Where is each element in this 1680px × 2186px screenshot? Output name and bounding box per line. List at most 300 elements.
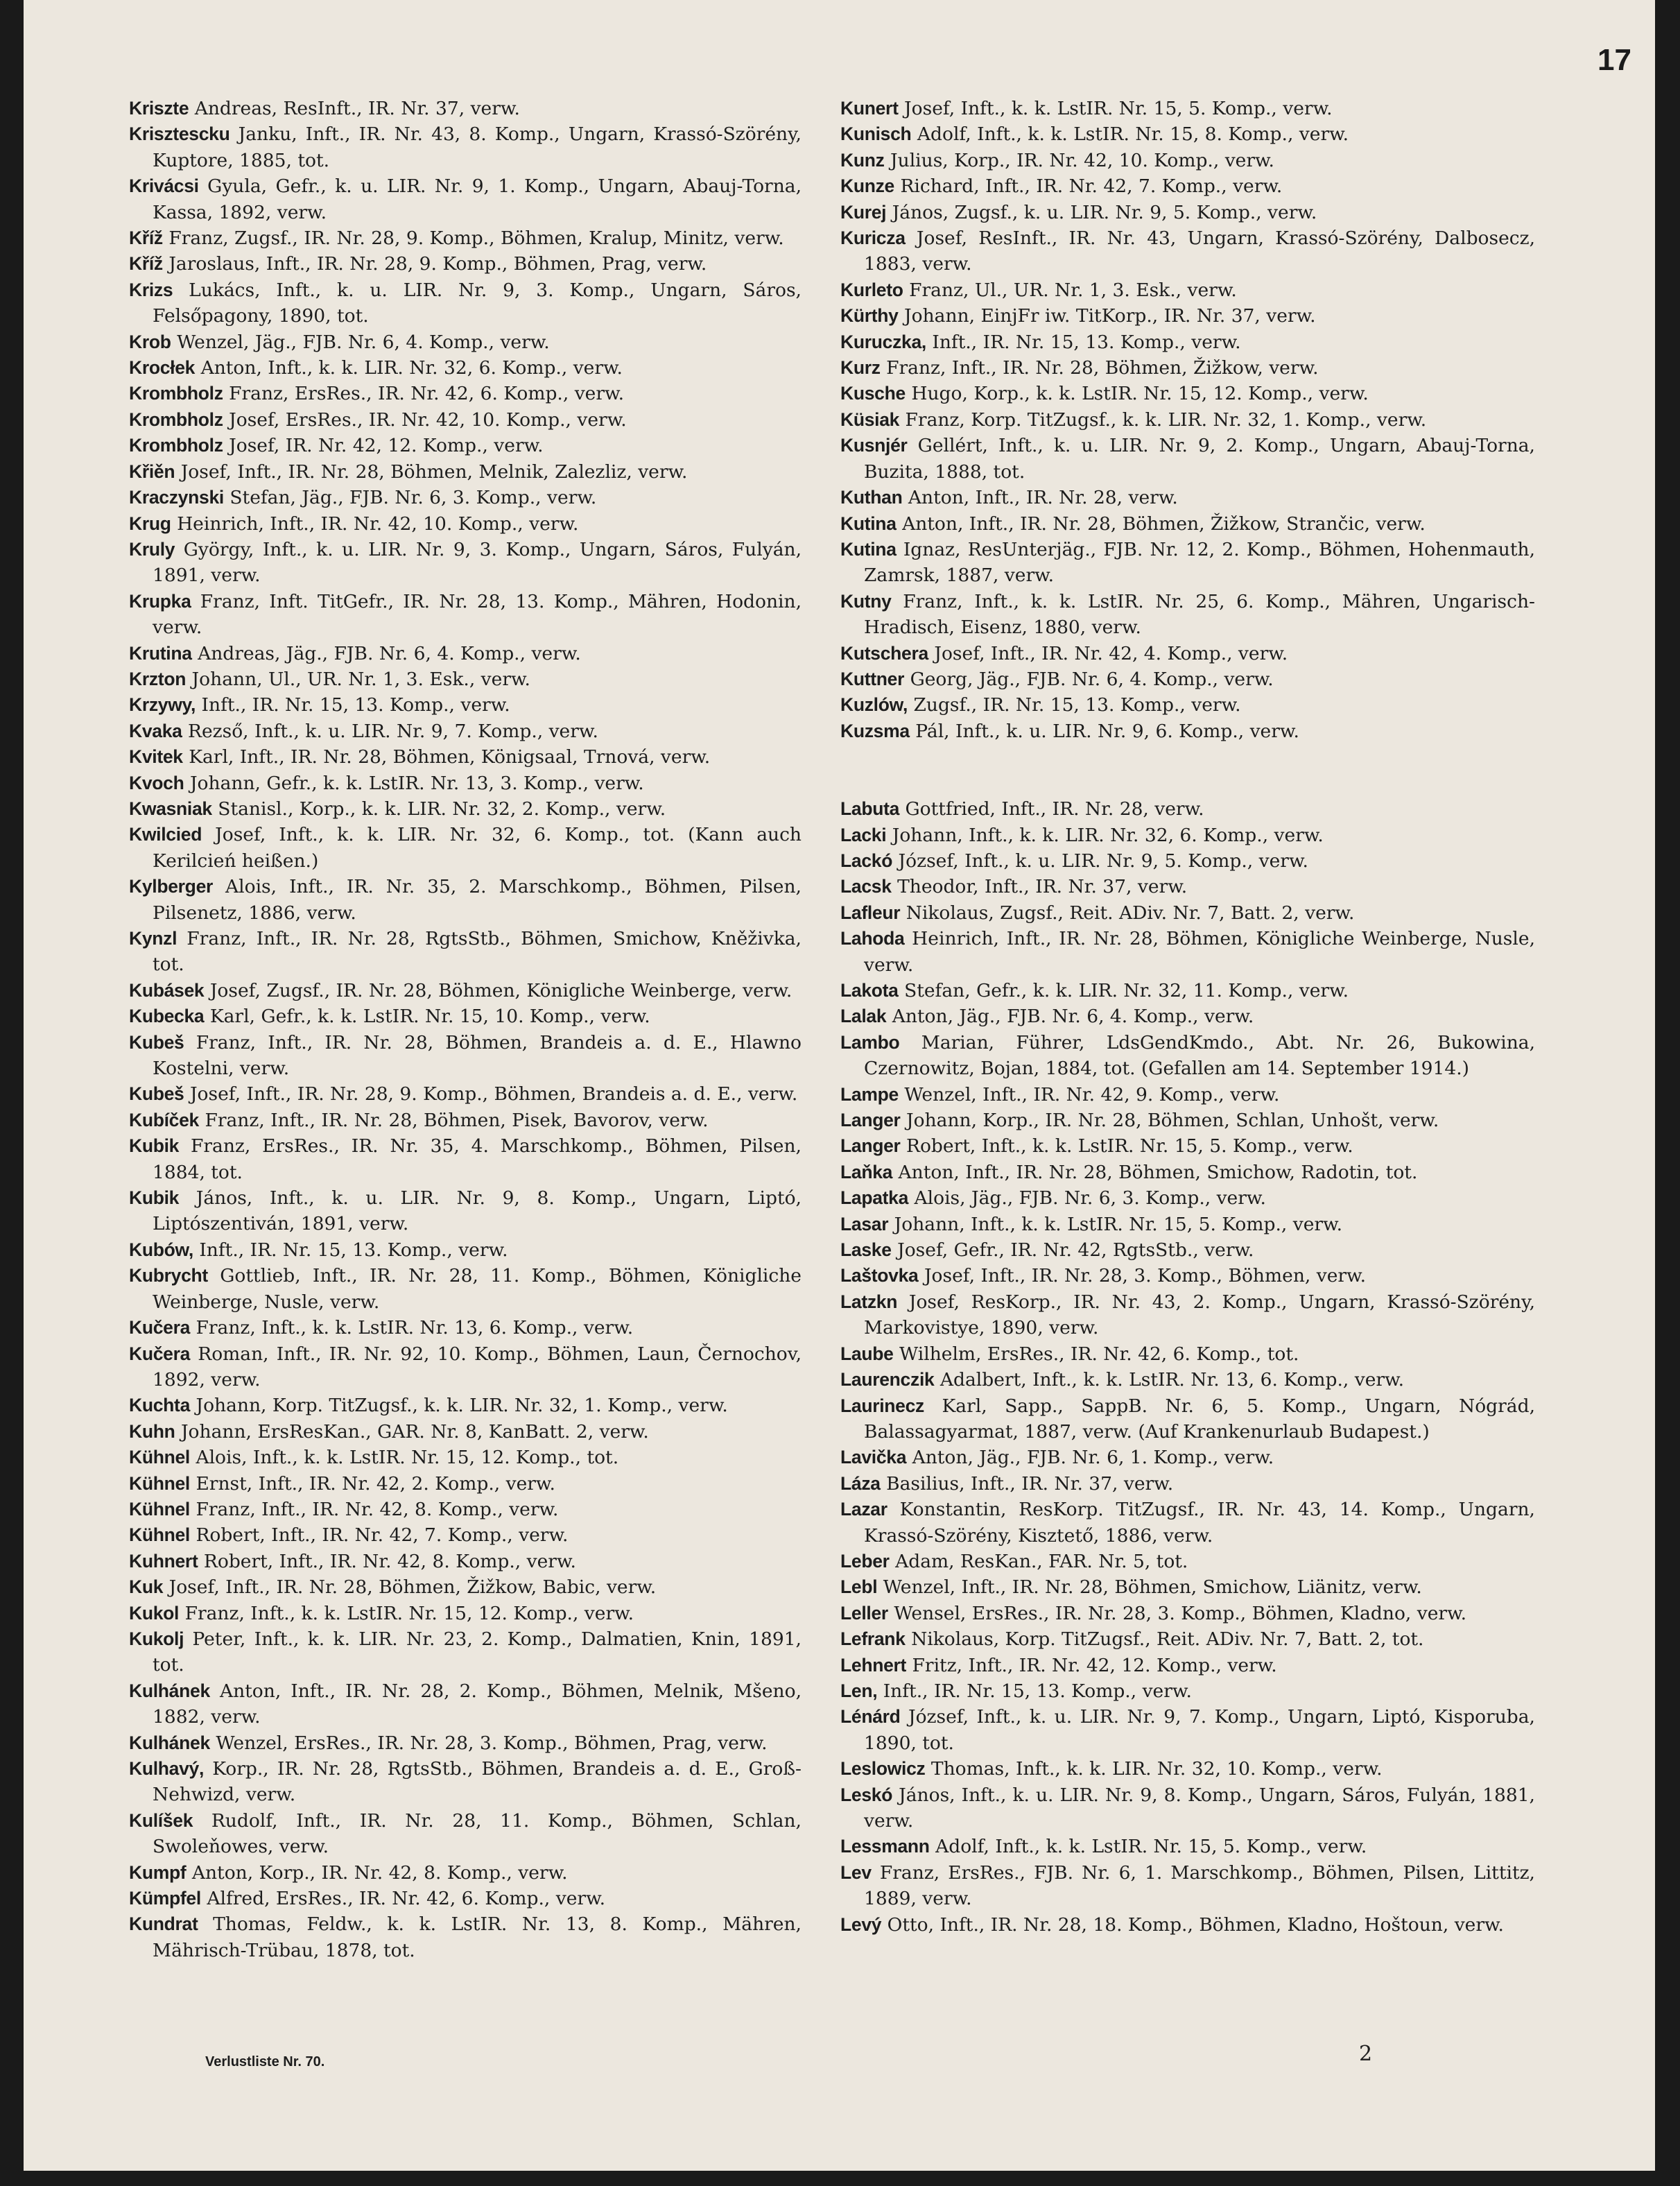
- list-entry: [840, 1497, 1535, 1549]
- entry-surname: Leskó: [840, 1784, 893, 1805]
- entry-surname: Kulíšek: [129, 1809, 193, 1831]
- entry-details: Stefan, Jäg., FJB. Nr. 6, 3. Komp., verw.: [230, 487, 597, 509]
- list-entry: [129, 1730, 802, 1756]
- entry-details: Wensel, ErsRes., IR. Nr. 28, 3. Komp., Böhmen, Kladno, verw.: [894, 1602, 1467, 1624]
- entry-surname: Kulhánek: [129, 1732, 210, 1753]
- entry-surname: Laube: [840, 1343, 894, 1364]
- entry-surname: Kürthy: [840, 305, 899, 327]
- list-entry: [840, 1212, 1535, 1237]
- list-entry: [840, 926, 1535, 978]
- entry-details: Heinrich, Inft., IR. Nr. 42, 10. Komp., verw.: [177, 513, 579, 535]
- list-entry: [840, 1653, 1535, 1678]
- list-entry: [129, 1341, 802, 1393]
- list-entry: [840, 692, 1535, 718]
- entry-details: Inft., IR. Nr. 15, 13. Komp., verw.: [883, 1680, 1192, 1702]
- entry-surname: Kühnel: [129, 1498, 190, 1520]
- entry-details: Johann, Korp., IR. Nr. 28, Böhmen, Schlan, Unhošt, verw.: [906, 1110, 1439, 1132]
- entry-surname: Krombholz: [129, 435, 223, 456]
- list-entry: [840, 1289, 1535, 1341]
- list-entry: [129, 355, 802, 381]
- entry-surname: Krocłek: [129, 357, 196, 379]
- entry-details: Josef, Inft., k. k. LIR. Nr. 32, 6. Komp., tot. (Kann auch Kerilcień heißen.): [153, 824, 802, 872]
- entry-surname: Kurz: [840, 357, 881, 379]
- list-entry: [129, 641, 802, 666]
- list-entry: [840, 1082, 1535, 1108]
- right-column: [840, 96, 1535, 1938]
- entry-details: Josef, Zugsf., IR. Nr. 28, Böhmen, Königliche Weinberge, verw.: [209, 979, 793, 1001]
- entry-details: Adolf, Inft., k. k. LstIR. Nr. 15, 8. Komp., verw.: [917, 123, 1349, 146]
- entry-surname: Krob: [129, 331, 171, 352]
- entry-surname: Kubíček: [129, 1109, 199, 1130]
- list-entry: [129, 1185, 802, 1237]
- entry-details: Nikolaus, Korp. TitZugsf., Reit. ADiv. Nr. 7, Batt. 2, tot.: [911, 1628, 1424, 1651]
- entry-details: Franz, Inft., IR. Nr. 28, Böhmen, Žižkow, verw.: [886, 357, 1319, 379]
- list-entry: [840, 978, 1535, 1004]
- list-entry: [129, 744, 802, 770]
- list-entry: [129, 1263, 802, 1315]
- entry-details: Wenzel, ErsRes., IR. Nr. 28, 3. Komp., Böhmen, Prag, verw.: [216, 1732, 768, 1754]
- list-entry: [840, 173, 1535, 199]
- entry-surname: Kříž: [129, 253, 163, 275]
- entry-details: Franz, Inft., k. k. LstIR. Nr. 13, 6. Komp., verw.: [196, 1317, 634, 1339]
- k-section: [840, 96, 1535, 744]
- entry-details: Franz, ErsRes., IR. Nr. 35, 4. Marschkomp., Böhmen, Pilsen, 1884, tot.: [153, 1135, 802, 1183]
- list-entry: [840, 148, 1535, 173]
- list-entry: [129, 718, 802, 744]
- entry-surname: Kuzsma: [840, 720, 910, 741]
- list-entry: [129, 692, 802, 718]
- entry-details: Gottfried, Inft., IR. Nr. 28, verw.: [905, 798, 1204, 820]
- list-entry: [840, 355, 1535, 381]
- entry-details: Josef, Inft., IR. Nr. 28, 9. Komp., Böhmen, Brandeis a. d. E., verw.: [189, 1083, 798, 1105]
- entry-surname: Krivácsi: [129, 175, 199, 197]
- entry-details: Alfred, ErsRes., IR. Nr. 42, 6. Komp., verw.: [207, 1888, 606, 1910]
- entry-surname: Kuricza: [840, 227, 906, 249]
- list-entry: [129, 407, 802, 433]
- list-entry: [129, 1678, 802, 1730]
- list-entry: [840, 1626, 1535, 1652]
- entry-surname: Lambo: [840, 1031, 900, 1053]
- list-entry: [840, 823, 1535, 848]
- list-entry: [840, 1678, 1535, 1704]
- entry-surname: Lackó: [840, 850, 893, 871]
- entry-details: Anton, Inft., k. k. LIR. Nr. 32, 6. Komp., verw.: [200, 357, 623, 379]
- entry-details: Alois, Jäg., FJB. Nr. 6, 3. Komp., verw.: [914, 1187, 1266, 1210]
- entry-details: Adalbert, Inft., k. k. LstIR. Nr. 13, 6. Komp., verw.: [939, 1369, 1405, 1391]
- entry-surname: Kvitek: [129, 746, 183, 768]
- footer-label: Verlustliste Nr. 70.: [205, 2054, 325, 2069]
- list-entry: [840, 1108, 1535, 1133]
- list-entry: [840, 1237, 1535, 1263]
- entry-surname: Krombholz: [129, 408, 223, 430]
- entry-surname: Leber: [840, 1550, 890, 1572]
- entry-surname: Kuttner: [840, 668, 905, 689]
- entry-surname: Lafleur: [840, 902, 901, 923]
- entry-details: Janku, Inft., IR. Nr. 43, 8. Komp., Ungarn, Krassó-Szörény, Kuptore, 1885, tot.: [153, 123, 802, 171]
- list-entry: [129, 1860, 802, 1886]
- entry-details: Gellért, Inft., k. u. LIR. Nr. 9, 2. Komp., Ungarn, Abauj-Torna, Buzita, 1888, tot.: [864, 435, 1535, 483]
- entry-details: Josef, ResKorp., IR. Nr. 43, 2. Komp., Ungarn, Krassó-Szörény, Markovistye, 1890, verw.: [864, 1291, 1535, 1339]
- entry-surname: Leslowicz: [840, 1758, 926, 1780]
- list-entry: [129, 537, 802, 589]
- entry-details: Basilius, Inft., IR. Nr. 37, verw.: [886, 1472, 1174, 1495]
- list-entry: [129, 1549, 802, 1574]
- entry-details: Inft., IR. Nr. 15, 13. Komp., verw.: [201, 694, 510, 716]
- entry-surname: Kunert: [840, 98, 899, 119]
- list-entry: [129, 329, 802, 355]
- list-entry: [129, 1601, 802, 1626]
- entry-surname: Lev: [840, 1861, 872, 1883]
- entry-surname: Kusche: [840, 383, 906, 404]
- scan-border-left: [0, 0, 24, 2186]
- entry-details: Otto, Inft., IR. Nr. 28, 18. Komp., Böhmen, Kladno, Hoštoun, verw.: [887, 1913, 1504, 1936]
- list-entry: [840, 200, 1535, 225]
- sheet-number: 2: [1359, 2042, 1373, 2066]
- list-entry: [840, 1341, 1535, 1367]
- list-entry: [129, 1445, 802, 1470]
- entry-details: Josef, Gefr., IR. Nr. 42, RgtsStb., verw.: [897, 1239, 1254, 1262]
- list-entry: [840, 485, 1535, 510]
- entry-surname: Kühnel: [129, 1524, 190, 1546]
- entry-details: Josef, IR. Nr. 42, 12. Komp., verw.: [229, 435, 544, 457]
- entry-details: Anton, Inft., IR. Nr. 28, verw.: [908, 487, 1178, 509]
- entry-details: Josef, Inft., k. k. LstIR. Nr. 15, 5. Komp., verw.: [904, 98, 1333, 119]
- list-entry: [129, 1756, 802, 1808]
- entry-details: Johann, Inft., k. k. LstIR. Nr. 15, 5. Komp., verw.: [894, 1213, 1343, 1235]
- list-entry: [129, 796, 802, 822]
- list-entry: [129, 1471, 802, 1497]
- entry-details: Karl, Inft., IR. Nr. 28, Böhmen, Königsaal, Trnová, verw.: [189, 746, 711, 768]
- list-entry: [840, 1549, 1535, 1574]
- entry-details: Wilhelm, ErsRes., IR. Nr. 42, 6. Komp., tot.: [899, 1343, 1299, 1365]
- entry-surname: Kusnjér: [840, 435, 908, 456]
- entry-details: Franz, Inft., IR. Nr. 42, 8. Komp., verw.: [196, 1498, 559, 1520]
- entry-surname: Lasar: [840, 1213, 889, 1234]
- entry-details: Roman, Inft., IR. Nr. 92, 10. Komp., Böhmen, Laun, Černochov, 1892, verw.: [153, 1343, 802, 1391]
- entry-details: Anton, Inft., IR. Nr. 28, 2. Komp., Böhmen, Melnik, Mšeno, 1882, verw.: [153, 1680, 802, 1728]
- entry-surname: Lapatka: [840, 1187, 909, 1209]
- list-entry: [840, 874, 1535, 900]
- entry-surname: Kruly: [129, 538, 175, 560]
- entry-surname: Laske: [840, 1239, 892, 1261]
- entry-details: Johann, Ul., UR. Nr. 1, 3. Esk., verw.: [191, 668, 530, 690]
- entry-surname: Kubásek: [129, 979, 205, 1001]
- list-entry: [129, 96, 802, 121]
- entry-surname: Krzywy,: [129, 694, 196, 716]
- list-entry: [129, 589, 802, 641]
- entry-surname: Kümpfel: [129, 1888, 201, 1909]
- entry-details: Julius, Korp., IR. Nr. 42, 10. Komp., verw.: [890, 149, 1274, 171]
- entry-details: Gyula, Gefr., k. u. LIR. Nr. 9, 1. Komp., Ungarn, Abauj-Torna, Kassa, 1892, verw.: [153, 175, 802, 223]
- list-entry: [129, 1419, 802, 1445]
- entry-details: Georg, Jäg., FJB. Nr. 6, 4. Komp., verw.: [910, 668, 1274, 690]
- entry-details: Johann, ErsResKan., GAR. Nr. 8, KanBatt. 2, verw.: [180, 1420, 649, 1443]
- entry-surname: Krutina: [129, 642, 192, 664]
- list-entry: [840, 1704, 1535, 1756]
- entry-surname: Kühnel: [129, 1472, 190, 1494]
- list-entry: [840, 1445, 1535, 1470]
- entry-details: Peter, Inft., k. k. LIR. Nr. 23, 2. Komp., Dalmatien, Knin, 1891, tot.: [153, 1628, 802, 1676]
- list-entry: [129, 381, 802, 406]
- list-entry: [129, 1133, 802, 1185]
- entry-details: Wenzel, Inft., IR. Nr. 28, Böhmen, Smichow, Liänitz, verw.: [883, 1576, 1422, 1599]
- entry-surname: Kuzlów,: [840, 694, 908, 716]
- list-entry: [840, 96, 1535, 121]
- entry-surname: Kubik: [129, 1135, 180, 1157]
- list-entry: [840, 1782, 1535, 1834]
- entry-surname: Kvaka: [129, 720, 182, 741]
- entry-surname: Kuruczka,: [840, 331, 926, 352]
- list-entry: [129, 1911, 802, 1963]
- list-entry: [840, 1574, 1535, 1600]
- list-entry: [129, 1237, 802, 1263]
- list-entry: [129, 1030, 802, 1082]
- entry-surname: Kutschera: [840, 642, 928, 664]
- entry-surname: Kvoch: [129, 772, 184, 793]
- entry-details: György, Inft., k. u. LIR. Nr. 9, 3. Komp., Ungarn, Sáros, Fulyán, 1891, verw.: [153, 538, 802, 587]
- list-entry: [129, 1522, 802, 1548]
- entry-surname: Kunisch: [840, 123, 912, 145]
- entry-details: Inft., IR. Nr. 15, 13. Komp., verw.: [199, 1239, 508, 1261]
- entry-details: Adolf, Inft., k. k. LstIR. Nr. 15, 5. Komp., verw.: [935, 1836, 1367, 1858]
- entry-details: Hugo, Korp., k. k. LstIR. Nr. 15, 12. Komp., verw.: [911, 383, 1369, 405]
- entry-details: Alois, Inft., IR. Nr. 35, 2. Marschkomp., Böhmen, Pilsen, Pilsenetz, 1886, verw.: [153, 876, 802, 924]
- left-column: [129, 96, 802, 1963]
- entry-surname: Krisztescku: [129, 123, 230, 145]
- entry-surname: Krupka: [129, 590, 191, 612]
- entry-surname: Laštovka: [840, 1265, 919, 1286]
- entry-surname: Kukol: [129, 1602, 180, 1624]
- list-entry: [840, 121, 1535, 147]
- list-entry: [129, 1808, 802, 1860]
- entry-surname: Kučera: [129, 1317, 191, 1339]
- entry-details: Karl, Sapp., SappB. Nr. 6, 5. Komp., Ungarn, Nógrád, Balassagyarmat, 1887, verw. (Auf Krankenurlaub Budapest.): [864, 1395, 1535, 1443]
- list-entry: [129, 1497, 802, 1522]
- entry-details: Franz, ErsRes., IR. Nr. 42, 6. Komp., verw.: [229, 383, 624, 405]
- entry-surname: Kutina: [840, 538, 897, 560]
- entry-surname: Küsiak: [840, 408, 900, 430]
- list-entry: [840, 796, 1535, 822]
- entry-surname: Kraczynski: [129, 487, 224, 508]
- entry-surname: Krizs: [129, 279, 173, 300]
- entry-details: Franz, Korp. TitZugsf., k. k. LIR. Nr. 32, 1. Komp., verw.: [905, 408, 1427, 431]
- entry-surname: Kubrycht: [129, 1265, 208, 1286]
- entry-details: Andreas, Jäg., FJB. Nr. 6, 4. Komp., verw.: [198, 642, 581, 664]
- entry-details: Josef, ErsRes., IR. Nr. 42, 10. Komp., verw.: [229, 408, 627, 431]
- list-entry: [840, 1030, 1535, 1082]
- list-entry: [129, 1081, 802, 1107]
- list-entry: [840, 1004, 1535, 1029]
- entry-details: Konstantin, ResKorp. TitZugsf., IR. Nr. 43, 14. Komp., Ungarn, Krassó-Szörény, Kisztető, 1886, verw.: [864, 1499, 1535, 1547]
- list-entry: [129, 1315, 802, 1341]
- entry-details: Ernst, Inft., IR. Nr. 42, 2. Komp., verw.: [196, 1472, 555, 1495]
- entry-details: Ignaz, ResUnterjäg., FJB. Nr. 12, 2. Komp., Böhmen, Hohenmauth, Zamrsk, 1887, verw.: [864, 538, 1535, 587]
- entry-surname: Kubeš: [129, 1031, 184, 1053]
- entry-surname: Lebl: [840, 1576, 878, 1598]
- list-entry: [840, 329, 1535, 355]
- list-entry: [129, 225, 802, 251]
- entry-surname: Kutny: [840, 590, 892, 612]
- entry-details: Johann, Inft., k. k. LIR. Nr. 32, 6. Komp., verw.: [892, 824, 1324, 846]
- entry-details: Franz, Inft., k. k. LstIR. Nr. 15, 12. Komp., verw.: [184, 1602, 634, 1624]
- entry-details: Stefan, Gefr., k. k. LIR. Nr. 32, 11. Komp., verw.: [904, 980, 1349, 1001]
- list-entry: [129, 822, 802, 874]
- entry-surname: Laurinecz: [840, 1395, 925, 1416]
- entry-details: Anton, Korp., IR. Nr. 42, 8. Komp., verw.: [191, 1861, 568, 1884]
- list-entry: [840, 1860, 1535, 1912]
- entry-details: Adam, ResKan., FAR. Nr. 5, tot.: [895, 1550, 1188, 1572]
- list-entry: [129, 121, 802, 173]
- list-entry: [840, 1263, 1535, 1289]
- entry-surname: Langer: [840, 1135, 901, 1157]
- entry-details: Pál, Inft., k. u. LIR. Nr. 9, 6. Komp., verw.: [915, 720, 1299, 742]
- entry-surname: Kubik: [129, 1187, 180, 1209]
- entry-surname: Kurej: [840, 201, 887, 223]
- entry-surname: Kwasniak: [129, 798, 212, 819]
- list-entry: [840, 1160, 1535, 1185]
- list-entry: [840, 1471, 1535, 1497]
- entry-surname: Lessmann: [840, 1836, 930, 1857]
- entry-surname: Kulhavý,: [129, 1758, 205, 1779]
- entry-details: Anton, Jäg., FJB. Nr. 6, 4. Komp., verw.: [892, 1006, 1254, 1028]
- entry-surname: Kutina: [840, 513, 897, 534]
- list-entry: [129, 978, 802, 1004]
- list-entry: [840, 225, 1535, 277]
- list-entry: [840, 1393, 1535, 1445]
- entry-details: Theodor, Inft., IR. Nr. 37, verw.: [897, 876, 1188, 898]
- list-entry: [129, 1004, 802, 1029]
- entry-details: Josef, Inft., IR. Nr. 28, Böhmen, Žižkow, Babic, verw.: [168, 1576, 657, 1599]
- entry-details: Thomas, Inft., k. k. LIR. Nr. 32, 10. Komp., verw.: [930, 1758, 1383, 1780]
- entry-surname: Kunz: [840, 149, 885, 171]
- entry-details: Gottlieb, Inft., IR. Nr. 28, 11. Komp., Böhmen, Königliche Weinberge, Nusle, verw.: [153, 1265, 802, 1313]
- entry-surname: Kubecka: [129, 1006, 205, 1027]
- entry-details: Stanisl., Korp., k. k. LIR. Nr. 32, 2. Komp., verw.: [218, 798, 666, 820]
- entry-surname: Kukolj: [129, 1628, 184, 1649]
- entry-surname: Kuhnert: [129, 1550, 198, 1572]
- entry-surname: Krug: [129, 513, 171, 534]
- list-entry: [129, 1574, 802, 1600]
- entry-details: Johann, Korp. TitZugsf., k. k. LIR. Nr. 32, 1. Komp., verw.: [196, 1395, 728, 1417]
- list-entry: [129, 251, 802, 277]
- entry-details: Thomas, Feldw., k. k. LstIR. Nr. 13, 8. Komp., Mähren, Mährisch-Trübau, 1878, tot.: [153, 1913, 802, 1961]
- entry-surname: Kučera: [129, 1343, 191, 1364]
- entry-details: Inft., IR. Nr. 15, 13. Komp., verw.: [932, 331, 1241, 353]
- entry-details: Richard, Inft., IR. Nr. 42, 7. Komp., verw.: [900, 175, 1283, 198]
- entry-surname: Labuta: [840, 798, 900, 820]
- entry-details: Franz, Inft., IR. Nr. 28, Böhmen, Pisek, Bavorov, verw.: [205, 1109, 709, 1131]
- list-entry: [840, 1912, 1535, 1938]
- list-entry: [129, 874, 802, 926]
- list-entry: [840, 666, 1535, 692]
- entry-surname: Lacki: [840, 824, 887, 845]
- entry-details: Rezső, Inft., k. u. LIR. Nr. 9, 7. Komp., verw.: [188, 720, 598, 742]
- entry-details: Josef, Inft., IR. Nr. 28, Böhmen, Melnik, Zalezliz, verw.: [180, 461, 688, 483]
- list-entry: [129, 1393, 802, 1418]
- list-entry: [840, 433, 1535, 485]
- list-entry: [129, 1108, 802, 1133]
- entry-details: Jaroslaus, Inft., IR. Nr. 28, 9. Komp., Böhmen, Prag, verw.: [168, 253, 707, 275]
- entry-surname: Křiěn: [129, 461, 175, 482]
- l-section: [840, 796, 1535, 1938]
- entry-surname: Kuk: [129, 1576, 164, 1598]
- entry-details: Lukács, Inft., k. u. LIR. Nr. 9, 3. Komp., Ungarn, Sáros, Felsőpagony, 1890, tot.: [153, 279, 802, 327]
- entry-details: Josef, Inft., IR. Nr. 42, 4. Komp., verw.: [934, 642, 1288, 664]
- entry-details: Franz, ErsRes., FJB. Nr. 6, 1. Marschkomp., Böhmen, Pilsen, Littitz, 1889, verw.: [864, 1861, 1535, 1910]
- entry-surname: Kuchta: [129, 1395, 191, 1416]
- entry-details: Wenzel, Inft., IR. Nr. 42, 9. Komp., verw.: [904, 1083, 1280, 1105]
- entry-surname: Kriszte: [129, 98, 189, 119]
- entry-surname: Kumpf: [129, 1861, 187, 1883]
- list-entry: [840, 511, 1535, 537]
- list-entry: [129, 511, 802, 537]
- entry-details: Anton, Inft., IR. Nr. 28, Böhmen, Žižkow, Strančic, verw.: [902, 513, 1426, 535]
- entry-details: Zugsf., IR. Nr. 15, 13. Komp., verw.: [913, 694, 1241, 716]
- list-entry: [129, 277, 802, 329]
- entry-surname: Kubeš: [129, 1083, 184, 1105]
- entry-surname: Kynzl: [129, 928, 177, 949]
- entry-details: József, Inft., k. u. LIR. Nr. 9, 7. Komp., Ungarn, Liptó, Kisporuba, 1890, tot.: [864, 1706, 1535, 1754]
- entry-details: Rudolf, Inft., IR. Nr. 28, 11. Komp., Böhmen, Schlan, Swoleňowes, verw.: [153, 1809, 802, 1858]
- entry-details: Wenzel, Jäg., FJB. Nr. 6, 4. Komp., verw.: [177, 331, 550, 353]
- entry-surname: Laňka: [840, 1161, 893, 1182]
- entry-surname: Krombholz: [129, 383, 223, 404]
- page-number: 17: [1597, 43, 1631, 77]
- entry-surname: Latzkn: [840, 1291, 898, 1312]
- list-entry: [129, 926, 802, 978]
- entry-surname: Lacsk: [840, 876, 892, 897]
- list-entry: [840, 848, 1535, 874]
- entry-surname: Levý: [840, 1913, 882, 1935]
- entry-surname: Laurenczik: [840, 1369, 935, 1391]
- entry-details: Josef, ResInft., IR. Nr. 43, Ungarn, Krassó-Szörény, Dalbosecz, 1883, verw.: [864, 227, 1535, 275]
- entry-surname: Láza: [840, 1472, 881, 1494]
- entry-details: Korp., IR. Nr. 28, RgtsStb., Böhmen, Brandeis a. d. E., Groß-Nehwizd, verw.: [153, 1758, 802, 1806]
- entry-surname: Lefrank: [840, 1628, 906, 1650]
- entry-surname: Kühnel: [129, 1447, 190, 1468]
- entry-details: Alois, Inft., k. k. LstIR. Nr. 15, 12. Komp., tot.: [196, 1447, 619, 1469]
- list-entry: [840, 589, 1535, 641]
- entry-surname: Kuhn: [129, 1420, 175, 1442]
- entry-surname: Lahoda: [840, 928, 905, 949]
- entry-surname: Leller: [840, 1602, 888, 1624]
- list-entry: [840, 381, 1535, 406]
- entry-details: Franz, Inft., k. k. LstIR. Nr. 25, 6. Komp., Mähren, Ungarisch-Hradisch, Eisenz, 1880, verw.: [864, 590, 1535, 639]
- entry-details: Franz, Inft. TitGefr., IR. Nr. 28, 13. Komp., Mähren, Hodonin, verw.: [153, 590, 802, 639]
- entry-details: Andreas, ResInft., IR. Nr. 37, verw.: [194, 98, 520, 119]
- entry-surname: Lehnert: [840, 1654, 907, 1676]
- list-entry: [129, 666, 802, 692]
- list-entry: [129, 771, 802, 796]
- entry-surname: Lénárd: [840, 1706, 901, 1728]
- entry-details: Robert, Inft., IR. Nr. 42, 7. Komp., verw.: [196, 1524, 569, 1547]
- entry-details: Josef, Inft., IR. Nr. 28, 3. Komp., Böhmen, verw.: [924, 1265, 1367, 1287]
- entry-details: Fritz, Inft., IR. Nr. 42, 12. Komp., verw.: [912, 1654, 1277, 1676]
- list-entry: [840, 1834, 1535, 1859]
- entry-details: Heinrich, Inft., IR. Nr. 28, Böhmen, Königliche Weinberge, Nusle, verw.: [864, 928, 1535, 976]
- entry-surname: Kulhánek: [129, 1680, 210, 1701]
- entry-details: Franz, Inft., IR. Nr. 28, Böhmen, Brandeis a. d. E., Hlawno Kostelni, verw.: [153, 1031, 802, 1080]
- entry-details: Anton, Jäg., FJB. Nr. 6, 1. Komp., verw.: [912, 1447, 1274, 1469]
- entry-surname: Kubów,: [129, 1239, 193, 1260]
- entry-details: József, Inft., k. u. LIR. Nr. 9, 5. Komp., verw.: [898, 850, 1308, 872]
- list-entry: [840, 1756, 1535, 1782]
- list-entry: [840, 641, 1535, 666]
- list-entry: [840, 900, 1535, 926]
- entry-surname: Kwilcied: [129, 824, 202, 845]
- entry-details: Robert, Inft., IR. Nr. 42, 8. Komp., verw.: [203, 1550, 576, 1572]
- list-entry: [129, 173, 802, 225]
